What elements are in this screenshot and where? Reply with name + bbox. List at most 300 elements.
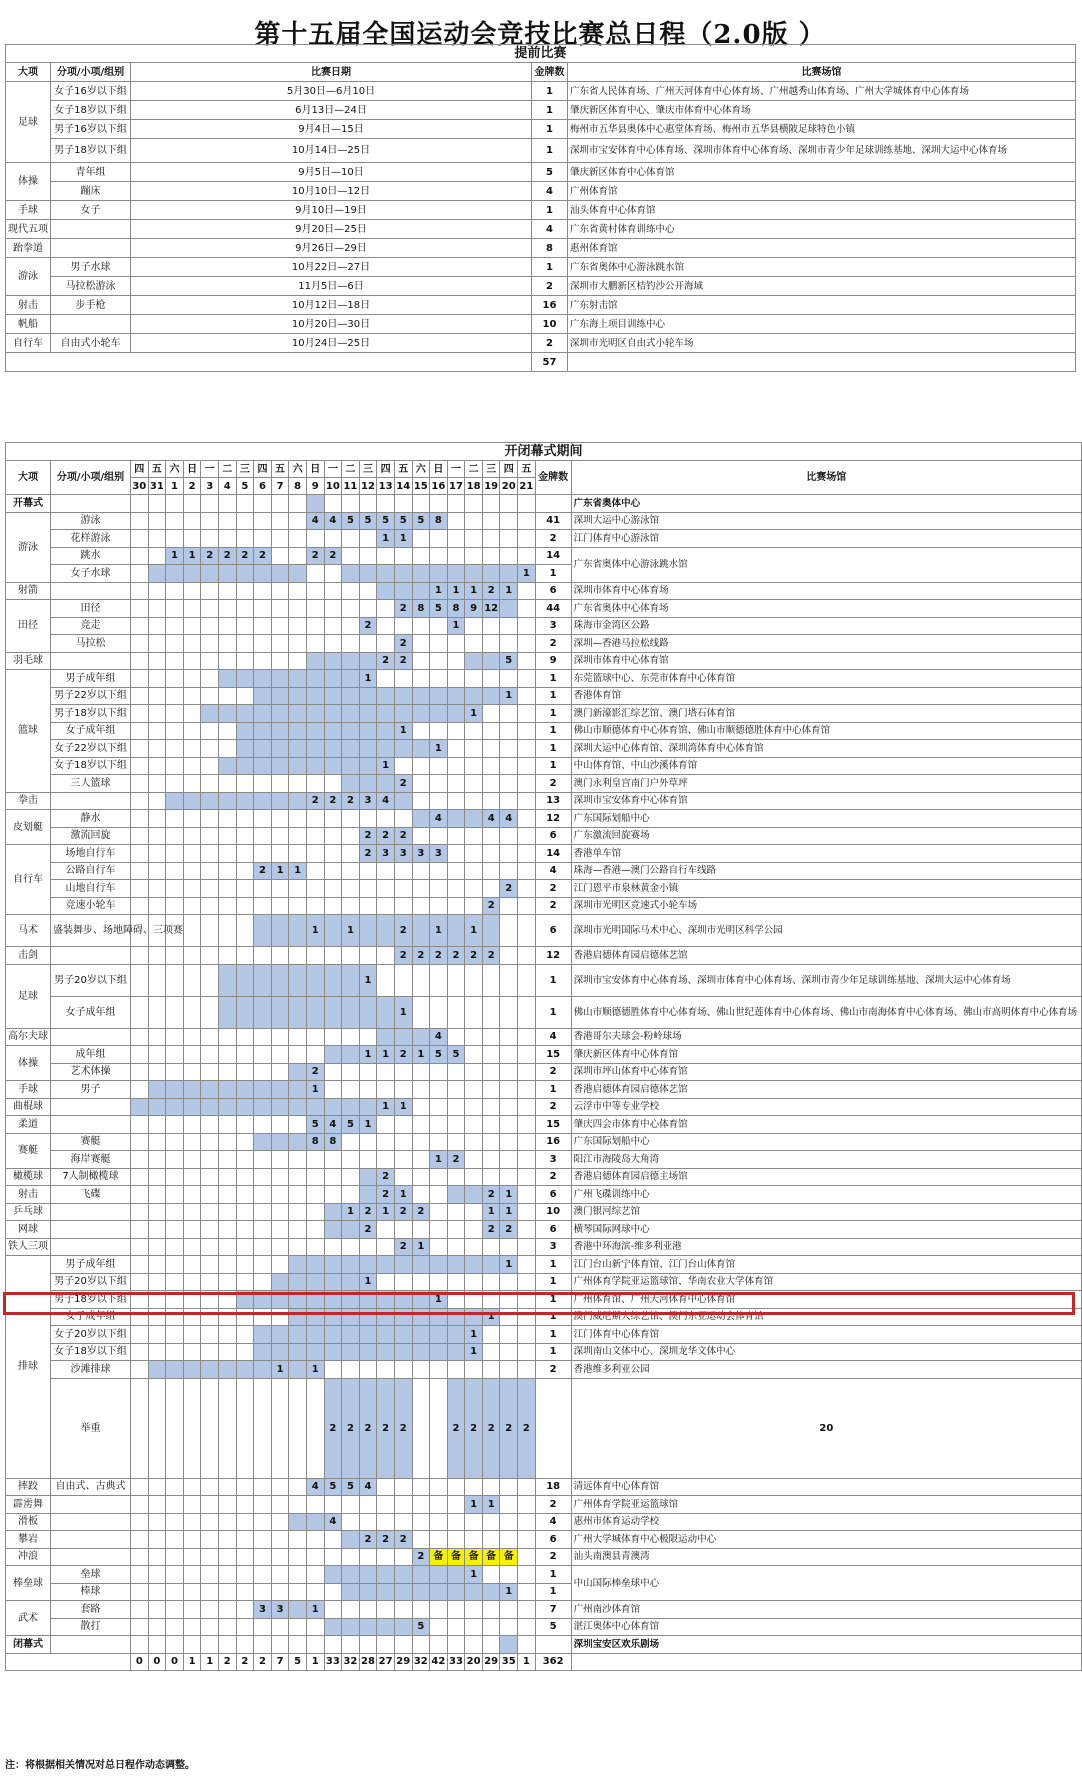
day-cell xyxy=(166,1273,184,1291)
day-cell xyxy=(218,1618,236,1636)
day-cell xyxy=(482,722,500,740)
day-cell xyxy=(412,862,430,880)
day-cell xyxy=(500,915,518,947)
venue-cell: 江门恩平市泉林黄金小镇 xyxy=(571,880,1081,898)
day-cell xyxy=(183,1513,201,1531)
day-cell xyxy=(166,617,184,635)
day-cell xyxy=(324,1601,342,1619)
day-cell xyxy=(236,635,254,653)
day-cell xyxy=(394,565,412,583)
day-cell xyxy=(131,582,149,600)
day-cell: 1 xyxy=(500,1256,518,1274)
day-cell xyxy=(218,1343,236,1361)
day-cell xyxy=(166,880,184,898)
sub-cell: 散打 xyxy=(51,1618,131,1636)
early-sport-cell: 现代五项 xyxy=(6,220,51,239)
day-cell xyxy=(342,964,360,996)
day-cell xyxy=(201,1326,219,1344)
day-cell: 1 xyxy=(359,1273,377,1291)
day-cell xyxy=(271,757,289,775)
day-cell xyxy=(183,1186,201,1204)
day-cell xyxy=(447,792,465,810)
sport-cell: 乒乓球 xyxy=(6,1203,51,1221)
gold-cell: 2 xyxy=(535,1361,571,1379)
day-cell xyxy=(518,635,536,653)
day-cell xyxy=(183,582,201,600)
day-cell xyxy=(183,827,201,845)
day-cell xyxy=(201,1548,219,1566)
day-cell xyxy=(465,530,483,548)
day-cell xyxy=(377,1601,395,1619)
day-cell xyxy=(500,1291,518,1309)
day-cell xyxy=(342,880,360,898)
day-cell xyxy=(324,1063,342,1081)
gold-cell: 1 xyxy=(535,705,571,723)
day-cell xyxy=(500,1531,518,1549)
day-cell xyxy=(183,964,201,996)
day-cell xyxy=(518,1308,536,1326)
day-cell xyxy=(324,687,342,705)
day-cell xyxy=(394,495,412,513)
sub-cell xyxy=(51,1028,131,1046)
gold-cell: 2 xyxy=(535,775,571,793)
early-venue-cell: 广东省黄村体育训练中心 xyxy=(568,220,1076,239)
day-cell xyxy=(465,565,483,583)
day-cell xyxy=(430,1531,448,1549)
day-cell xyxy=(359,775,377,793)
day-cell xyxy=(218,1291,236,1309)
day-cell xyxy=(183,1636,201,1654)
day-cell xyxy=(465,722,483,740)
day-cell xyxy=(148,845,166,863)
day-cell xyxy=(482,1478,500,1496)
early-sub-cell: 女子18岁以下组 xyxy=(51,101,131,120)
day-cell xyxy=(183,996,201,1028)
day-cell xyxy=(465,810,483,828)
day-cell xyxy=(148,1291,166,1309)
day-cell xyxy=(218,757,236,775)
venue-cell: 澳门新濠影汇综艺馆、澳门塔石体育馆 xyxy=(571,705,1081,723)
day-cell xyxy=(289,617,307,635)
day-cell xyxy=(500,862,518,880)
day-cell xyxy=(447,1133,465,1151)
day-cell xyxy=(447,1256,465,1274)
schedule-row xyxy=(6,964,1082,996)
date-cell: 13 xyxy=(377,478,395,495)
day-cell xyxy=(359,1326,377,1344)
day-cell xyxy=(201,947,219,965)
day-cell: 8 xyxy=(306,1133,324,1151)
day-cell: 2 xyxy=(482,582,500,600)
day-cell xyxy=(359,1133,377,1151)
day-cell xyxy=(218,1513,236,1531)
day-total-cell: 2 xyxy=(218,1653,236,1670)
day-cell xyxy=(518,617,536,635)
day-cell xyxy=(183,810,201,828)
day-cell: 1 xyxy=(306,915,324,947)
early-venue-cell: 广东省奥体中心游泳跳水馆 xyxy=(568,258,1076,277)
day-cell xyxy=(465,1116,483,1134)
day-cell xyxy=(289,1046,307,1064)
day-cell xyxy=(324,652,342,670)
schedule-row xyxy=(6,530,1082,548)
schedule-row xyxy=(6,862,1082,880)
day-cell xyxy=(377,635,395,653)
gold-cell: 2 xyxy=(535,1098,571,1116)
day-cell xyxy=(465,635,483,653)
day-cell xyxy=(324,1221,342,1239)
day-cell xyxy=(289,897,307,915)
day-cell: 1 xyxy=(183,547,201,565)
sub-cell: 激流回旋 xyxy=(51,827,131,845)
day-cell xyxy=(394,1548,412,1566)
day-cell xyxy=(236,1116,254,1134)
day-cell xyxy=(430,652,448,670)
venue-cell: 深圳—香港马拉松线路 xyxy=(571,635,1081,653)
sub-cell: 女子成年组 xyxy=(51,1308,131,1326)
day-cell xyxy=(306,652,324,670)
day-cell: 5 xyxy=(412,1618,430,1636)
day-cell xyxy=(201,740,219,758)
day-cell xyxy=(254,617,272,635)
day-cell: 1 xyxy=(377,757,395,775)
day-cell xyxy=(447,1081,465,1099)
day-cell xyxy=(289,670,307,688)
day-cell xyxy=(289,652,307,670)
day-cell xyxy=(306,947,324,965)
sub-cell: 场地自行车 xyxy=(51,845,131,863)
day-cell xyxy=(183,1168,201,1186)
day-cell xyxy=(236,1548,254,1566)
schedule-row xyxy=(6,617,1082,635)
day-cell xyxy=(166,495,184,513)
day-cell xyxy=(342,1133,360,1151)
gold-cell: 14 xyxy=(535,845,571,863)
day-cell xyxy=(500,1636,518,1654)
sport-cell: 游泳 xyxy=(6,512,51,582)
day-cell xyxy=(324,530,342,548)
day-cell: 1 xyxy=(500,1203,518,1221)
day-cell xyxy=(236,565,254,583)
day-cell xyxy=(201,1186,219,1204)
day-cell xyxy=(148,1081,166,1099)
day-cell xyxy=(500,1028,518,1046)
day-cell xyxy=(148,1618,166,1636)
sport-cell: 羽毛球 xyxy=(6,652,51,670)
day-cell xyxy=(324,495,342,513)
day-cell xyxy=(430,495,448,513)
day-cell xyxy=(359,757,377,775)
day-cell: 1 xyxy=(394,1186,412,1204)
day-cell xyxy=(324,996,342,1028)
day-cell xyxy=(166,1098,184,1116)
day-cell xyxy=(465,512,483,530)
day-cell xyxy=(218,1636,236,1654)
day-cell xyxy=(447,1566,465,1584)
gold-cell: 12 xyxy=(535,947,571,965)
day-cell xyxy=(482,1531,500,1549)
day-cell xyxy=(412,1583,430,1601)
schedule-row-highlighted xyxy=(6,1186,1082,1204)
sport-cell: 高尔夫球 xyxy=(6,1028,51,1046)
day-cell xyxy=(131,617,149,635)
day-cell xyxy=(306,996,324,1028)
day-cell xyxy=(254,1361,272,1379)
day-cell xyxy=(148,1046,166,1064)
day-cell xyxy=(518,1513,536,1531)
early-sub-cell xyxy=(51,220,131,239)
day-cell: 4 xyxy=(306,512,324,530)
day-cell xyxy=(500,495,518,513)
day-cell xyxy=(518,1326,536,1344)
date-cell: 1 xyxy=(166,478,184,495)
day-cell: 1 xyxy=(430,1291,448,1309)
day-cell xyxy=(306,1273,324,1291)
day-cell xyxy=(306,722,324,740)
day-cell xyxy=(394,1343,412,1361)
day-cell: 2 xyxy=(394,775,412,793)
day-cell xyxy=(271,810,289,828)
day-cell xyxy=(183,775,201,793)
day-cell: 1 xyxy=(342,1203,360,1221)
day-cell xyxy=(306,1238,324,1256)
day-cell xyxy=(289,1326,307,1344)
day-cell xyxy=(201,1378,219,1478)
day-cell xyxy=(218,1256,236,1274)
day-cell xyxy=(500,617,518,635)
day-total-cell: 32 xyxy=(342,1653,360,1670)
day-cell xyxy=(447,964,465,996)
day-cell xyxy=(430,530,448,548)
day-cell xyxy=(342,1151,360,1169)
day-cell xyxy=(148,722,166,740)
weekday-row xyxy=(6,461,1082,478)
day-cell: 2 xyxy=(412,1548,430,1566)
day-cell xyxy=(394,1636,412,1654)
day-cell xyxy=(254,600,272,618)
early-sub-cell: 女子 xyxy=(51,201,131,220)
day-cell xyxy=(166,1028,184,1046)
day-cell xyxy=(518,757,536,775)
day-cell xyxy=(218,1028,236,1046)
early-sub-cell: 步手枪 xyxy=(51,296,131,315)
day-cell xyxy=(306,1046,324,1064)
date-cell: 20 xyxy=(500,478,518,495)
day-cell xyxy=(377,740,395,758)
day-cell xyxy=(271,740,289,758)
day-cell xyxy=(271,495,289,513)
day-cell xyxy=(482,1291,500,1309)
day-cell xyxy=(148,996,166,1028)
day-cell xyxy=(201,1343,219,1361)
sport-cell: 霹雳舞 xyxy=(6,1496,51,1514)
day-cell xyxy=(166,1531,184,1549)
day-cell xyxy=(377,1063,395,1081)
day-cell xyxy=(131,1273,149,1291)
venue-cell: 广东省奥体中心游泳跳水馆 xyxy=(571,547,1081,582)
early-gold-cell: 1 xyxy=(532,101,568,120)
day-cell xyxy=(183,1116,201,1134)
day-cell xyxy=(166,1601,184,1619)
day-cell xyxy=(412,775,430,793)
day-cell xyxy=(342,775,360,793)
day-cell xyxy=(166,1308,184,1326)
date-cell: 14 xyxy=(394,478,412,495)
day-cell xyxy=(412,880,430,898)
day-cell xyxy=(131,635,149,653)
gold-cell xyxy=(535,1636,571,1654)
day-cell xyxy=(500,722,518,740)
day-cell xyxy=(236,1496,254,1514)
early-row xyxy=(6,315,1076,334)
day-cell xyxy=(218,600,236,618)
day-cell: 1 xyxy=(482,1496,500,1514)
day-cell xyxy=(412,1028,430,1046)
day-cell xyxy=(306,1548,324,1566)
early-date-cell: 10月12日—18日 xyxy=(131,296,532,315)
day-cell xyxy=(518,495,536,513)
day-cell xyxy=(518,1238,536,1256)
day-cell xyxy=(183,1531,201,1549)
weekday-cell: 二 xyxy=(465,461,483,478)
day-cell: 2 xyxy=(394,827,412,845)
weekday-cell: 三 xyxy=(359,461,377,478)
sub-cell xyxy=(51,1496,131,1514)
early-row xyxy=(6,101,1076,120)
sport-cell: 手球 xyxy=(6,1081,51,1099)
day-cell xyxy=(394,792,412,810)
day-cell xyxy=(394,1221,412,1239)
sport-cell: 橄榄球 xyxy=(6,1168,51,1186)
day-cell xyxy=(201,1513,219,1531)
sub-cell: 男子22岁以下组 xyxy=(51,687,131,705)
day-cell xyxy=(271,1531,289,1549)
sport-cell: 开幕式 xyxy=(6,495,51,513)
day-cell xyxy=(289,1618,307,1636)
day-cell xyxy=(166,862,184,880)
day-cell xyxy=(148,1548,166,1566)
day-cell xyxy=(218,1238,236,1256)
day-cell xyxy=(535,1378,571,1478)
day-cell xyxy=(201,1168,219,1186)
day-cell xyxy=(342,1618,360,1636)
day-cell xyxy=(218,635,236,653)
gold-cell: 15 xyxy=(535,1046,571,1064)
day-cell xyxy=(183,1308,201,1326)
day-cell: 5 xyxy=(412,512,430,530)
day-cell xyxy=(447,1168,465,1186)
sub-cell: 山地自行车 xyxy=(51,880,131,898)
day-cell xyxy=(201,996,219,1028)
day-cell xyxy=(324,775,342,793)
venue-cell: 广州体育学院亚运篮球馆 xyxy=(571,1496,1081,1514)
day-cell: 2 xyxy=(500,880,518,898)
gold-cell: 20 xyxy=(571,1378,1081,1478)
day-cell xyxy=(183,1566,201,1584)
day-cell xyxy=(342,652,360,670)
gold-cell: 10 xyxy=(535,1203,571,1221)
day-cell: 3 xyxy=(359,792,377,810)
day-cell xyxy=(430,792,448,810)
sub-cell: 男子18岁以下组 xyxy=(51,1291,131,1309)
day-cell xyxy=(500,964,518,996)
day-cell xyxy=(500,775,518,793)
day-cell xyxy=(359,1496,377,1514)
day-cell xyxy=(412,1378,430,1478)
day-cell: 2 xyxy=(359,1203,377,1221)
early-venue-cell: 汕头体育中心体育馆 xyxy=(568,201,1076,220)
day-cell xyxy=(218,1273,236,1291)
day-cell xyxy=(201,1046,219,1064)
schedule-row xyxy=(6,1361,1082,1379)
early-sub-cell xyxy=(51,315,131,334)
early-row xyxy=(6,334,1076,353)
day-cell xyxy=(236,670,254,688)
venue-cell: 澳门威尼斯人综艺馆、澳门东亚运动会体育馆 xyxy=(571,1308,1081,1326)
day-cell xyxy=(430,1238,448,1256)
date-cell: 5 xyxy=(236,478,254,495)
day-cell xyxy=(430,1168,448,1186)
day-cell xyxy=(271,530,289,548)
day-cell xyxy=(394,705,412,723)
day-cell xyxy=(342,1238,360,1256)
day-cell xyxy=(254,757,272,775)
day-cell xyxy=(183,1378,201,1478)
day-cell: 2 xyxy=(377,827,395,845)
sub-cell: 女子水球 xyxy=(51,565,131,583)
day-cell xyxy=(482,1063,500,1081)
day-cell xyxy=(148,1151,166,1169)
day-cell xyxy=(254,1548,272,1566)
venue-cell: 澳门银河综艺馆 xyxy=(571,1203,1081,1221)
day-cell xyxy=(183,495,201,513)
day-cell: 5 xyxy=(359,512,377,530)
day-cell xyxy=(201,1531,219,1549)
day-cell xyxy=(131,1566,149,1584)
day-cell xyxy=(482,1618,500,1636)
day-cell: 2 xyxy=(394,1046,412,1064)
day-cell xyxy=(289,1028,307,1046)
day-cell xyxy=(359,1256,377,1274)
day-cell: 9 xyxy=(465,600,483,618)
day-cell xyxy=(412,565,430,583)
day-cell xyxy=(342,565,360,583)
day-cell xyxy=(254,1098,272,1116)
day-cell xyxy=(500,1601,518,1619)
day-cell xyxy=(377,495,395,513)
day-cell xyxy=(412,1496,430,1514)
day-cell xyxy=(236,1378,254,1478)
day-cell xyxy=(500,757,518,775)
schedule-row xyxy=(6,687,1082,705)
day-cell xyxy=(166,652,184,670)
sub-cell xyxy=(131,1378,149,1478)
schedule-row xyxy=(6,512,1082,530)
day-cell xyxy=(218,792,236,810)
schedule-row xyxy=(6,792,1082,810)
day-cell xyxy=(236,862,254,880)
day-cell xyxy=(394,1081,412,1099)
schedule-row xyxy=(6,1221,1082,1239)
day-cell xyxy=(412,1098,430,1116)
main-header-sub: 分项/小项/组别 xyxy=(51,461,131,495)
day-cell xyxy=(447,827,465,845)
day-cell xyxy=(148,635,166,653)
day-cell xyxy=(394,1256,412,1274)
day-cell xyxy=(342,1256,360,1274)
day-cell xyxy=(394,1308,412,1326)
weekday-cell: 二 xyxy=(342,461,360,478)
